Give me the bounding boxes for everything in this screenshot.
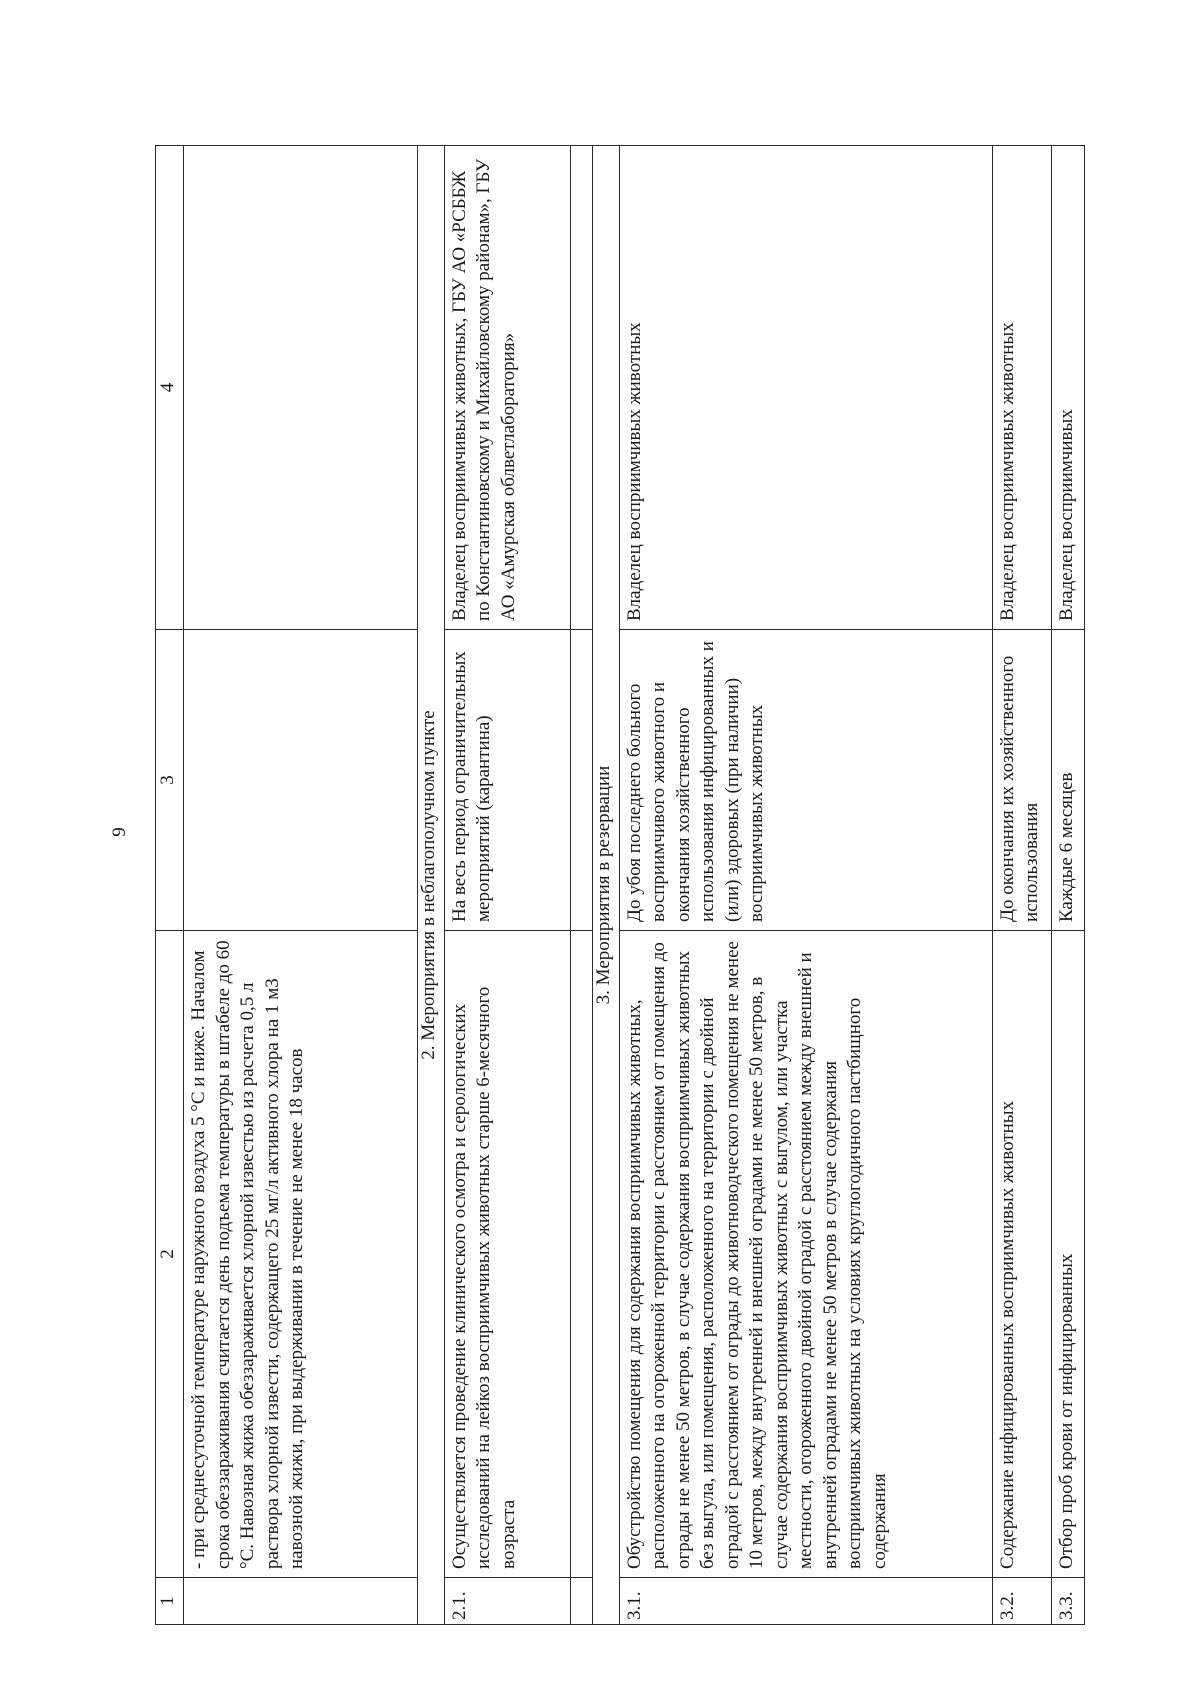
table-row (992, 146, 1051, 1625)
cell-activity: Содержание инфицированных восприимчивых животных (992, 931, 1051, 1578)
cell-term: До убоя последнего больного восприимчивого животного и окончания хозяйственного использования инфицированных и (или) здоровых (при наличии) восприимчивых животных (619, 630, 992, 931)
cell-activity: Обустройство помещения для содержания восприимчивых животных, расположенного на огороженной территории с расстоянием от помещения до ограды не менее 50 метров, в случае содержания восприимчивых животных без выгула, или помещения, расположенного на территории с двойной оградой с расстоянием от ограды до животноводческого помещения не менее 10 метров, между внутренней и внешней оградами не менее 50 метров, в случае содержания восприимчивых животных с выгулом, или участка местности, огороженного двойной оградой с расстоянием между внешней и внутренней оградами не менее 50 метров в случае содержания восприимчивых животных на условиях круглогодичного пастбищного содержания (619, 931, 992, 1578)
cell-responsible: Владелец восприимчивых (1051, 146, 1084, 630)
section-row (418, 146, 444, 1625)
cell-term: На весь период ограничительных мероприятий (карантина) (444, 630, 570, 931)
section-row (593, 146, 619, 1625)
header-col-1: 1 (156, 1578, 184, 1625)
cell-num: 3.2. (992, 1578, 1051, 1625)
blank-row (571, 146, 593, 1625)
cell-activity: - при среднесуточной температуре наружного воздуха 5 °С и ниже. Началом срока обеззараживания считается день подъема температуры в штабеле до 60 °С. Навозная жижа обеззараживается хлорной известью из расчета 0,5 л раствора хлорной извести, содержащего 25 мг/л активного хлора на 1 м3 навозной жижи, при выдерживании в течение не менее 18 часов (184, 931, 418, 1578)
header-col-4: 4 (156, 146, 184, 630)
cell-num: 3.1. (619, 1578, 992, 1625)
cell-num: 2.1. (444, 1578, 570, 1625)
cell-num: 3.3. (1051, 1578, 1084, 1625)
cell-activity: Отбор проб крови от инфицированных (1051, 931, 1084, 1578)
cell-responsible: Владелец восприимчивых животных (992, 146, 1051, 630)
table-row (619, 146, 992, 1625)
section-2-title: 2. Мероприятия в неблагополучном пункте (418, 146, 444, 1625)
cell-num (184, 1578, 418, 1625)
header-col-3: 3 (156, 630, 184, 931)
cell-responsible (184, 146, 418, 630)
table-row (184, 146, 418, 1625)
page-number: 9 (109, 827, 130, 837)
cell-term: До окончания их хозяйственного использования (992, 630, 1051, 931)
table-row (1051, 146, 1084, 1625)
cell-term: Каждые 6 месяцев (1051, 630, 1084, 931)
cell-activity: Осуществляется проведение клинического осмотра и серологических исследований на лейкоз восприимчивых животных старше 6-месячного возраста (444, 931, 570, 1578)
cell-responsible: Владелец восприимчивых животных, ГБУ АО «РСББЖ по Константиновскому и Михайловскому районам», ГБУ АО «Амурская облветлаборатория» (444, 146, 570, 630)
header-col-2: 2 (156, 931, 184, 1578)
section-3-title: 3. Мероприятия в резервации (593, 146, 619, 1625)
cell-responsible: Владелец восприимчивых животных (619, 146, 992, 630)
table-header-row (156, 146, 184, 1625)
cell-term (184, 630, 418, 931)
table-row (444, 146, 570, 1625)
measures-table (155, 145, 1085, 1625)
document-table-sheet (155, 145, 1085, 1625)
